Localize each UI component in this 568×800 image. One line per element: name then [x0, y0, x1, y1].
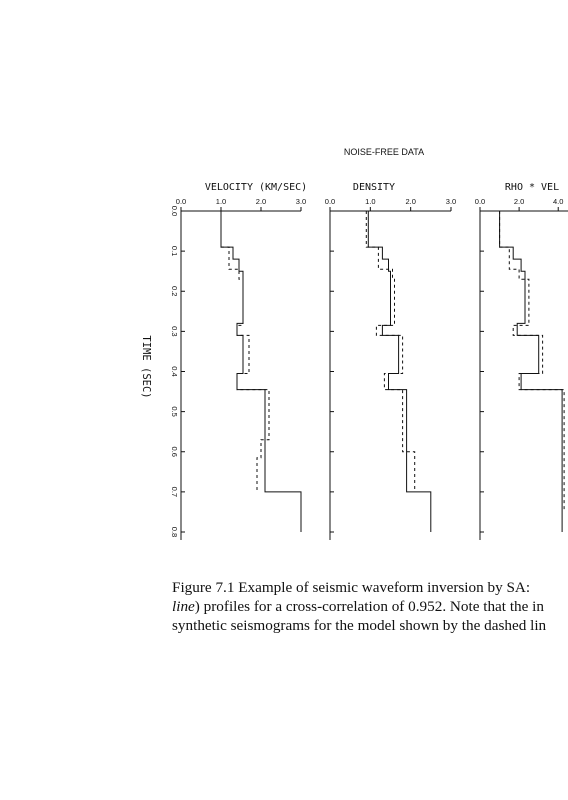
caption-line-1: Figure 7.1 Example of seismic waveform inversion by SA:	[172, 579, 531, 596]
x-tick-label: 2.0	[255, 197, 267, 206]
x-tick-label: 0.0	[474, 197, 486, 206]
y-tick-label: 0.0	[170, 205, 179, 217]
profile-line-solid	[368, 211, 431, 532]
x-tick-label: 2.0	[405, 197, 416, 206]
profile-line-solid	[221, 211, 301, 532]
x-tick-label: 4.0	[553, 197, 564, 206]
caption-line-2-rest: ) profiles for a cross-correlation of 0.952. Note that the in	[194, 598, 544, 615]
y-tick-label: 0.2	[170, 286, 179, 297]
x-tick-label: 1.0	[215, 197, 227, 206]
panel-3	[475, 182, 568, 540]
panels-group	[170, 182, 568, 540]
figure-caption	[172, 578, 568, 635]
y-tick-label: 0.3	[170, 326, 179, 337]
panel-title: DENSITY	[352, 182, 396, 193]
caption-line-3: synthetic seismograms for the model shown by the dashed lin	[172, 617, 547, 634]
profile-line-dashed	[500, 211, 564, 512]
profile-line-solid	[500, 211, 562, 532]
panel-title: VELOCITY (KM/SEC)	[204, 182, 308, 193]
panel-2	[325, 182, 456, 540]
x-tick-label: 0.0	[175, 197, 187, 206]
caption-line-2	[172, 597, 568, 616]
y-tick-label: 0.4	[170, 366, 179, 377]
y-tick-label: 0.8	[170, 526, 179, 538]
y-tick-label: 0.1	[170, 245, 179, 257]
profile-line-dashed	[366, 211, 414, 492]
panel-title: RHO * VEL	[504, 182, 560, 193]
x-tick-label: 3.0	[295, 197, 307, 206]
x-tick-label: 3.0	[445, 197, 457, 206]
y-tick-label: 0.5	[170, 406, 179, 417]
x-tick-label: 1.0	[365, 197, 376, 206]
panel-1	[170, 182, 307, 540]
figure-title: NOISE-FREE DATA	[343, 147, 425, 157]
profile-line-dashed	[221, 211, 269, 492]
y-axis-label: TIME (SEC)	[140, 335, 152, 399]
caption-italic-line: line	[172, 598, 195, 615]
x-tick-label: 0.0	[324, 197, 336, 206]
x-tick-label: 2.0	[513, 197, 525, 206]
y-tick-label: 0.6	[170, 446, 179, 457]
y-tick-label: 0.7	[170, 486, 179, 498]
